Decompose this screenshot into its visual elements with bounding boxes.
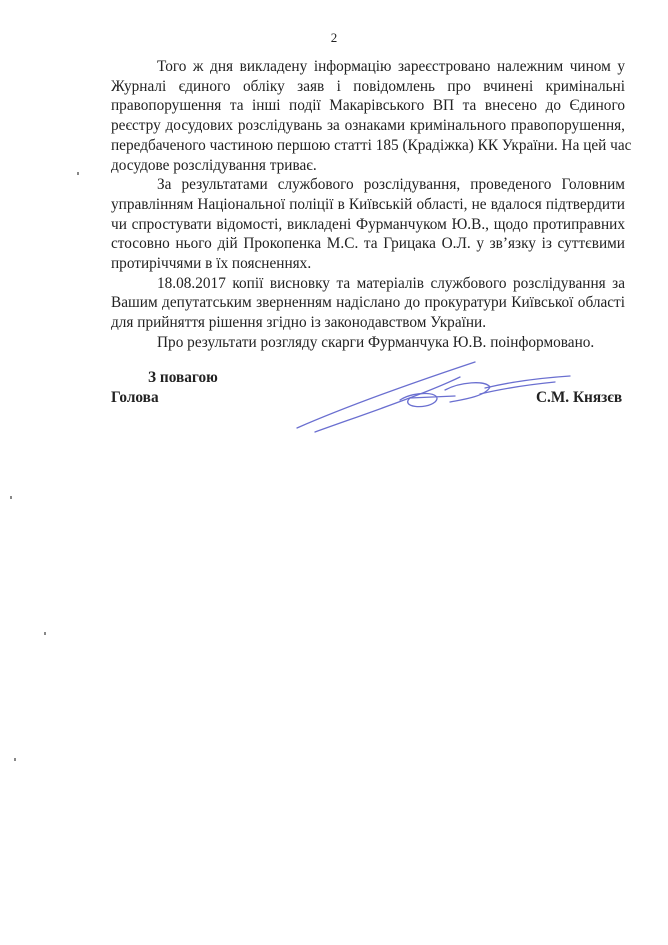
text-line: для прийняття рішення згідно із законодавством України.	[111, 314, 487, 332]
text-line: Про результати розгляду скарги Фурманчука Ю.В. поінформовано.	[157, 333, 595, 351]
text-line: стосовно нього дій Прокопенка М.С. та Грицака О.Л. у зв’язку із суттєвими	[111, 235, 625, 253]
scan-speck	[77, 172, 79, 175]
scan-speck	[14, 758, 16, 761]
page-number: 2	[330, 30, 338, 45]
handwritten-signature	[285, 352, 575, 437]
signatory-name: С.М. Князєв	[536, 389, 623, 406]
closing-regards: З повагою	[148, 369, 218, 386]
paragraph-informed	[111, 333, 625, 353]
paragraph-prosecution	[111, 274, 625, 333]
text-line: управлінням Національної поліції в Київській області, не вдалося підтвердити	[111, 195, 625, 213]
text-line: чи спростувати відомості, викладені Фурманчуком Ю.В., щодо протиправних	[111, 215, 625, 233]
scan-speck	[44, 632, 46, 635]
text-line: Журналі єдиного обліку заяв і повідомлень про вчинені кримінальні	[111, 77, 625, 95]
text-line: Вашим депутатським зверненням надіслано до прокуратури Київської області	[111, 294, 625, 312]
text-line: протиріччями в їх поясненнях.	[111, 255, 312, 273]
text-line: передбаченого частиною першою статті 185 (Крадіжка) КК України. На цей час	[111, 136, 632, 154]
letter-body	[111, 57, 632, 353]
text-line: 18.08.2017 копії висновку та матеріалів службового розслідування за	[157, 274, 625, 292]
text-line: реєстру досудових розслідувань за ознаками кримінального правопорушення,	[111, 117, 625, 135]
text-line: досудове розслідування триває.	[111, 156, 317, 174]
text-line: Того ж дня викладену інформацію зареєстровано належним чином у	[157, 58, 625, 75]
text-line: За результатами службового розслідування, проведеного Головним	[157, 176, 625, 194]
paragraph-investigation	[111, 175, 625, 274]
text-line: правопорушення та інші події Макарівського ВП та внесено до Єдиного	[111, 97, 625, 115]
scan-speck	[10, 496, 12, 499]
paragraph-registration	[111, 57, 632, 175]
signatory-position: Голова	[111, 389, 159, 406]
